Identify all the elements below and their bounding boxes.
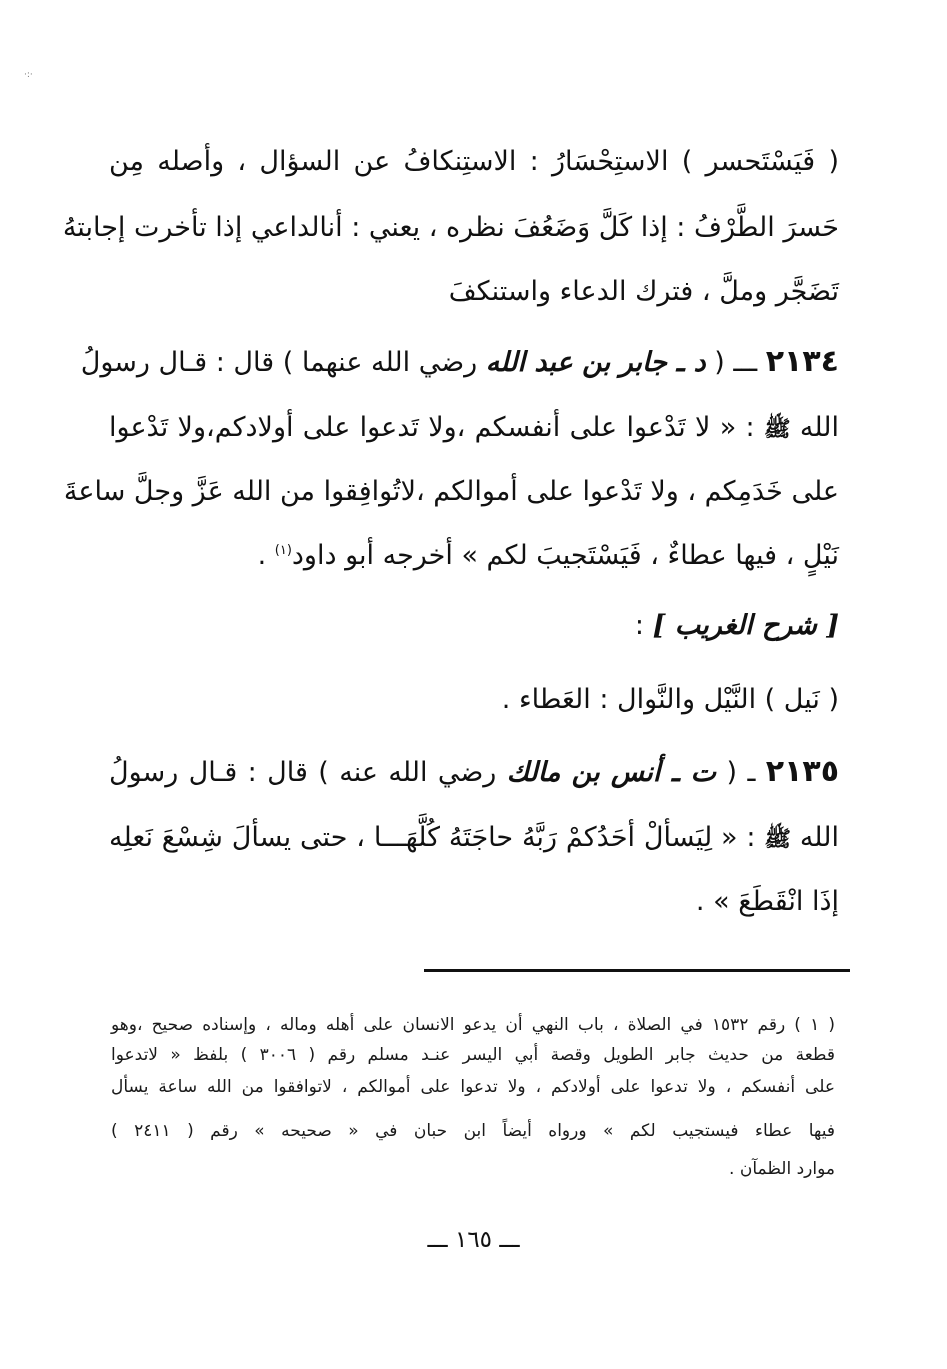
hadith-2135-line-2 (109, 818, 839, 860)
footnote-reference: (١) (274, 543, 292, 558)
hadith-line-text: : « لِيَسألْ أحَدُكمْ رَبَّهُ حاجَتَهُ كُلَّهَـــا ، حتى يسألَ شِسْعَ نَعلِه (109, 822, 756, 853)
hadith-2134-line-2 (109, 408, 839, 450)
hadith-line-text: رضي الله عنه ) قال : قـال رسولُ (109, 757, 497, 788)
gloss-2-line-1: ( نَيل ) النَّيْل والنَّوال : العَطاء . (501, 684, 839, 715)
hadith-2135-line-3: إذَا انْقَطَعَ » . (695, 886, 839, 917)
footnote-line-3: على أنفسكم ، ولا تدعوا على أولادكم ، ولا تدعوا على أموالكم ، لاتوافقوا من الله ساعة يسأل (111, 1077, 835, 1097)
footnote-separator (424, 969, 850, 972)
hadith-2134-line-4 (258, 536, 839, 576)
footnote-line-4: فيها عطاء فيستجيب لكم » ورواه أيضاً ابن حبان في « صحيحه » رقم ( ٢٤١١ ) (111, 1121, 835, 1141)
hadith-number: ٢١٣٤ (765, 344, 839, 379)
hadith-2134-line-3: على خَدَمِكم ، ولا تَدْعوا على أموالكم ،لاتُوافِقوا من الله عَزَّ وجلَّ ساعةَ (63, 476, 839, 507)
salla-ligature-icon: ﷺ (764, 827, 791, 852)
hadith-number: ٢١٣٥ (765, 754, 840, 789)
hadith-line-text: رضي الله عنهما ) قال : قـال رسولُ (80, 347, 478, 378)
gharib-heading-line (635, 606, 839, 646)
hadith-narrator: ت ـ أنس بن مالك (506, 757, 717, 788)
hadith-line-end: . (257, 540, 267, 571)
hadith-dash: ـ ( (726, 757, 756, 788)
hadith-2134-line-1 (80, 342, 839, 383)
gloss-line-1: ( فَيَسْتَحسر ) الاستِحْسَارُ : الاستِنكافُ عن السؤال ، وأصله مِن (109, 146, 839, 177)
hadith-narrator: د ـ جابر بن عبد الله (485, 347, 706, 378)
page-number: ـــ ١٦٥ ـــ (427, 1227, 520, 1253)
gharib-heading-colon: : (634, 610, 645, 641)
hadith-dash: ـــ ( (714, 347, 758, 378)
gharib-heading: [ شرح الغريب ] (652, 610, 839, 641)
gloss-line-3: تَضَجَّر وملَّ ، فترك الدعاء واستنكفَ (448, 276, 839, 307)
gloss-line-2: حَسرَ الطَّرْفُ : إذا كَلَّ وَضَعُفَ نظره ، يعني : أنالداعي إذا تأخرت إجابتهُ (62, 212, 839, 243)
hadith-word-allah: الله (799, 822, 839, 853)
footnote-line-5: موارد الظمآن . (729, 1159, 835, 1179)
salla-ligature-icon: ﷺ (763, 417, 791, 442)
hadith-line-text: نَيْلٍ ، فيها عطاءٌ ، فَيَسْتَجيبَ لكم » أخرجه أبو داود (291, 540, 839, 571)
footnote-line-1: ( ١ ) رقم ١٥٣٢ في الصلاة ، باب النهي أن يدعو الانسان على أهله وماله ، وإسناده صحيح ،وهو (111, 1015, 835, 1035)
footnote-line-2: قطعة من حديث جابر الطويل وقصة أبي اليسر عنـد مسلم رقم ( ٣٠٠٦ ) بلفظ « لاتدعوا (111, 1045, 835, 1065)
hadith-2135-line-1 (109, 752, 839, 793)
scan-speck: ·:· (24, 70, 33, 80)
hadith-word-allah: الله (799, 412, 839, 443)
hadith-line-text: : « لا تَدْعوا على أنفسكم ،ولا تَدعوا على أولادكم،ولا تَدْعوا (109, 412, 755, 443)
